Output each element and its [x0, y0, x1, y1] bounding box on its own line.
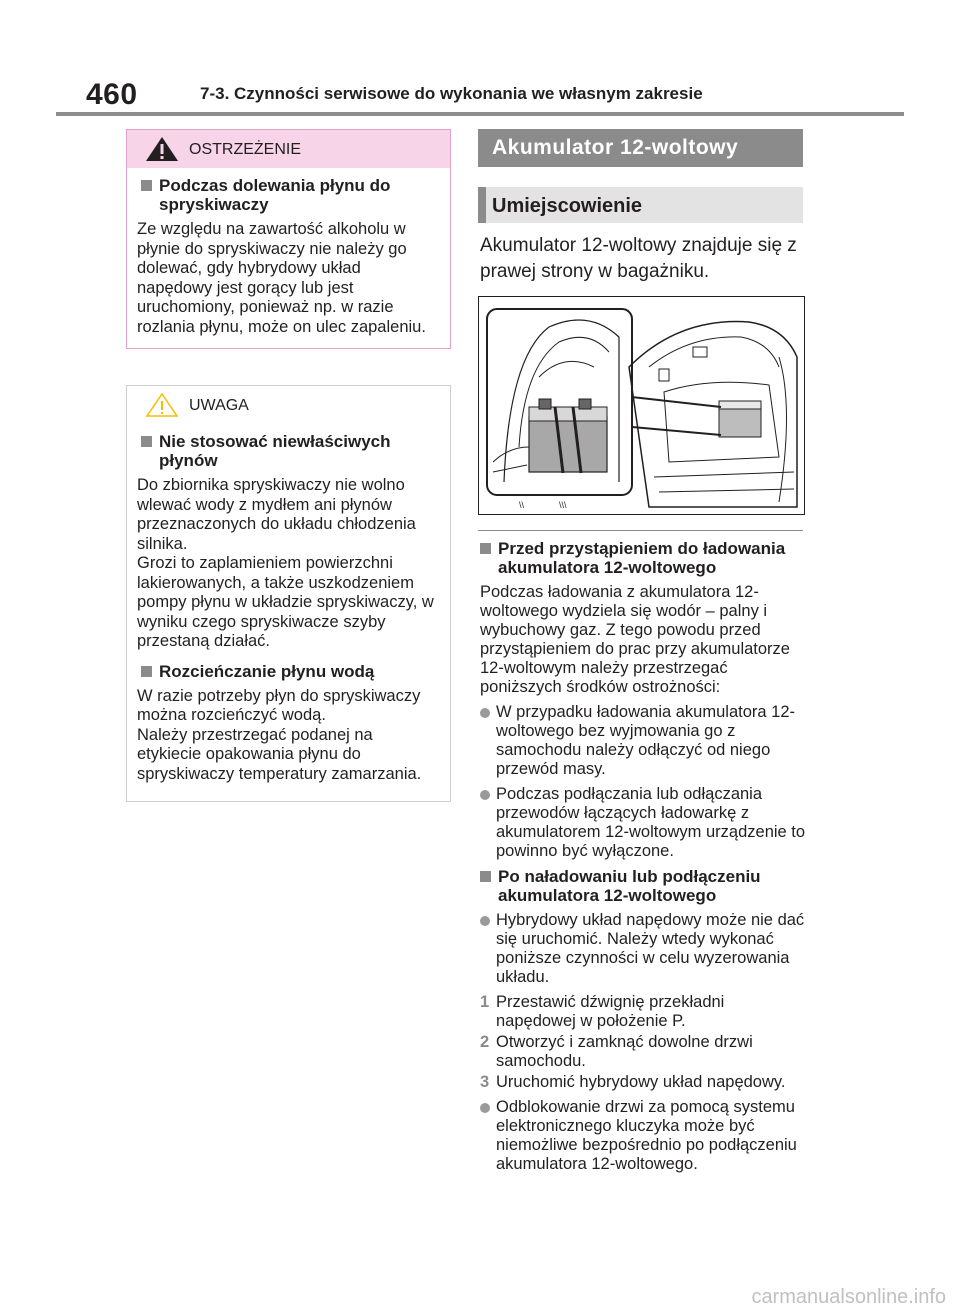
illustration-mark-1: \\ [519, 500, 525, 510]
warning-box [126, 129, 451, 349]
square-bullet-icon [480, 543, 491, 554]
warning-triangle-icon [145, 136, 179, 162]
round-bullet-icon [480, 1103, 490, 1113]
illustration-mark-2: \\\ [559, 500, 567, 510]
notice-header [127, 386, 450, 424]
square-bullet-icon [141, 436, 152, 447]
section-title-bar [478, 129, 803, 167]
notice-text-2b: Należy przestrzegać podanej na etykiecie opakowania płynu do spryskiwaczy temperatury zamarzania. [137, 725, 422, 783]
battery-charging-info [480, 539, 806, 1180]
charging-text: Podczas ładowania z akumulatora 12-woltowego wydziela się wodór – palny i wybuchowy gaz. Z tego powodu przed przystąpieniem do prac przy akumulatorze 12-woltowym należy przestrzegać poniższych środków ostrożności: [480, 583, 790, 696]
notice-heading-2: Rozcieńczanie płynu wodą [137, 662, 440, 681]
location-intro: Akumulator 12-woltowy znajduje się z prawej strony w bagażniku. [480, 235, 797, 282]
warning-heading: Podczas dolewania płynu do spryskiwaczy [137, 176, 440, 214]
chapter-title: 7-3. Czynności serwisowe do wykonania we własnym zakresie [200, 84, 703, 103]
notice-title: UWAGA [189, 397, 249, 414]
battery-location-illustration [478, 296, 805, 515]
watermark: carmanualsonline.info [751, 1286, 946, 1308]
charging-bullet-2: Podczas podłączania lub odłączania przewodów łączących ładowarkę z akumulatorem 12-woltowym urządzenie to powinno być wyłączone. [480, 785, 806, 861]
header-divider [56, 112, 904, 116]
warning-header [127, 130, 450, 168]
round-bullet-icon [480, 790, 490, 800]
step-2: 2 Otworzyć i zamknąć dowolne drzwi samochodu. [480, 1033, 753, 1070]
warning-title: OSTRZEŻENIE [189, 141, 302, 158]
notice-text-1b: Grozi to zaplamieniem powierzchni lakierowanych, a także uszkodzeniem pompy płynu w układzie spryskiwaczy, w wyniku czego spryskiwacze szyby przestaną działać. [137, 554, 434, 650]
caution-triangle-icon [145, 392, 179, 418]
notice-box [126, 385, 451, 802]
round-bullet-icon [480, 708, 490, 718]
notice-heading-1: Nie stosować niewłaściwych płynów [137, 432, 440, 470]
subsection-title: Umiejscowienie [492, 195, 643, 217]
section-title: Akumulator 12-woltowy [492, 136, 739, 159]
round-bullet-icon [480, 916, 490, 926]
square-bullet-icon [141, 180, 152, 191]
after-charging-heading: Po naładowaniu lub podłączeniu akumulatora 12-woltowego [480, 867, 806, 905]
page-number: 460 [86, 78, 138, 111]
after-charging-bullet-1: Hybrydowy układ napędowy może nie dać się uruchomić. Należy wtedy wykonać poniższe czynności w celu wyzerowania układu. [480, 911, 806, 987]
warning-text: Ze względu na zawartość alkoholu w płynie do spryskiwaczy nie należy go dolewać, gdy hybrydowy układ napędowy jest gorący lub jest uruchomiony, ponieważ np. w razie rozlania płynu, może on ulec zapaleniu. [137, 220, 426, 336]
section-divider [478, 530, 803, 531]
notice-text-1a: Do zbiornika spryskiwaczy nie wolno wlewać wody z mydłem ani płynów przeznaczonych do układu chłodzenia silnika. [137, 476, 416, 553]
square-bullet-icon [141, 666, 152, 677]
charging-bullet-1: W przypadku ładowania akumulatora 12-woltowego bez wyjmowania go z samochodu należy odłączyć od niego przewód masy. [480, 703, 806, 779]
step-1: 1 Przestawić dźwignię przekładni napędowej w położenie P. [480, 993, 725, 1030]
subsection-title-bar [478, 187, 803, 223]
square-bullet-icon [480, 871, 491, 882]
trunk-battery-drawing [479, 297, 804, 514]
notice-text-2a: W razie potrzeby płyn do spryskiwaczy można rozcieńczyć wodą. [137, 686, 421, 724]
charging-heading: Przed przystąpieniem do ładowania akumulatora 12-woltowego [480, 539, 806, 577]
step-3: 3 Uruchomić hybrydowy układ napędowy. [480, 1073, 786, 1091]
after-charging-bullet-2: Odblokowanie drzwi za pomocą systemu elektronicznego kluczyka może być niemożliwe bezpośrednio po podłączeniu akumulatora 12-woltowego. [480, 1098, 806, 1174]
